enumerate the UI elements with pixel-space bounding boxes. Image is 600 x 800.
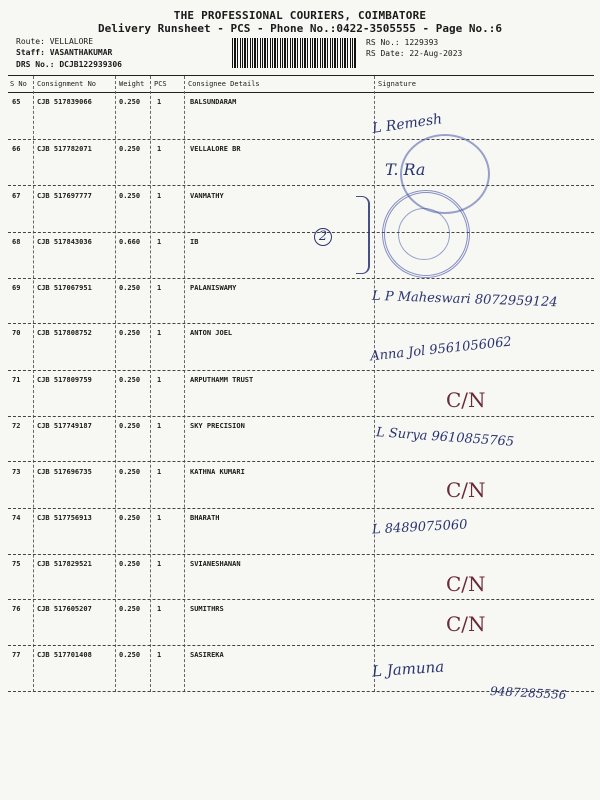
row-weight: 0.660	[119, 238, 141, 246]
table-header-rule	[8, 92, 594, 93]
row-sno: 65	[12, 98, 21, 106]
row-consignee: BHARATH	[190, 514, 220, 522]
row-consignee: PALANISWAMY	[190, 284, 237, 292]
row-consignee: IB	[190, 238, 199, 246]
cn-mark-71: C/N	[446, 388, 486, 412]
row-weight: 0.250	[119, 284, 141, 292]
row-consignment: CJB 517782071	[37, 145, 92, 153]
signature-65: L Remesh	[371, 111, 444, 137]
row-consignment: CJB 517067951	[37, 284, 92, 292]
row-consignee: SUMITHRS	[190, 605, 224, 613]
row-weight: 0.250	[119, 514, 141, 522]
column-header-consignment: Consignment No	[37, 80, 97, 88]
row-weight: 0.250	[119, 329, 141, 337]
runsheet-subtitle: Delivery Runsheet - PCS - Phone No.:0422-3505555 - Page No.:6	[98, 22, 502, 35]
row-consignee: SVIANESHANAN	[190, 560, 241, 568]
row-divider	[8, 232, 594, 233]
row-divider	[8, 185, 594, 186]
row-weight: 0.250	[119, 98, 141, 106]
rs-date: RS Date: 22-Aug-2023	[366, 49, 463, 58]
row-weight: 0.250	[119, 651, 141, 659]
row-pcs: 1	[157, 651, 162, 659]
barcode	[232, 38, 356, 68]
staff-label: Staff: VASANTHAKUMAR	[16, 48, 113, 57]
table-top-rule	[8, 75, 594, 76]
row-consignment: CJB 517839066	[37, 98, 92, 106]
row-divider	[8, 278, 594, 279]
row-divider	[8, 599, 594, 600]
column-header-weight: Weight	[119, 80, 145, 88]
row-weight: 0.250	[119, 422, 141, 430]
row-pcs: 1	[157, 192, 162, 200]
row-pcs: 1	[157, 145, 162, 153]
row-divider	[8, 416, 594, 417]
row-pcs: 1	[157, 376, 162, 384]
row-consignee: BALSUNDARAM	[190, 98, 237, 106]
cn-mark-75: C/N	[446, 572, 486, 596]
signature-74: L 8489075060	[371, 517, 468, 538]
row-consignment: CJB 517605207	[37, 605, 92, 613]
row-sno: 74	[12, 514, 21, 522]
row-sno: 71	[12, 376, 21, 384]
signature-66: T. Ra	[385, 160, 426, 179]
row-divider	[8, 645, 594, 646]
row-consignee: VANMATHY	[190, 192, 224, 200]
row-sno: 70	[12, 329, 21, 337]
row-sno: 66	[12, 145, 21, 153]
bracket-mark	[356, 196, 370, 274]
signature-77: L Jamuna	[371, 657, 445, 681]
row-divider	[8, 554, 594, 555]
row-consignment: CJB 517809759	[37, 376, 92, 384]
row-divider	[8, 508, 594, 509]
row-divider	[8, 323, 594, 324]
row-pcs: 1	[157, 422, 162, 430]
row-pcs: 1	[157, 98, 162, 106]
row-consignee: SKY PRECISION	[190, 422, 245, 430]
row-weight: 0.250	[119, 376, 141, 384]
row-consignment: CJB 517808752	[37, 329, 92, 337]
signature-69: L P Maheswari 8072959124	[371, 288, 558, 311]
row-weight: 0.250	[119, 468, 141, 476]
signature-72: L Surya 9610855765	[375, 425, 515, 450]
row-sno: 68	[12, 238, 21, 246]
row-pcs: 1	[157, 514, 162, 522]
row-sno: 73	[12, 468, 21, 476]
column-header-consignee: Consignee Details	[188, 80, 260, 88]
row-consignee: SASIREKA	[190, 651, 224, 659]
row-pcs: 1	[157, 605, 162, 613]
company-title: THE PROFESSIONAL COURIERS, COIMBATORE	[173, 9, 427, 22]
column-header-pcs: PCS	[154, 80, 167, 88]
column-header-sno: S No	[10, 80, 27, 88]
row-weight: 0.250	[119, 560, 141, 568]
row-consignee: ANTON JOEL	[190, 329, 233, 337]
row-pcs: 1	[157, 329, 162, 337]
row-weight: 0.250	[119, 192, 141, 200]
signature-70: Anna Jol 9561056062	[369, 334, 513, 365]
rs-number: RS No.: 1229393	[366, 38, 439, 47]
row-pcs: 1	[157, 468, 162, 476]
route-label: Route: VELLALORE	[16, 37, 94, 46]
row-pcs: 1	[157, 560, 162, 568]
row-consignment: CJB 517696735	[37, 468, 92, 476]
row-consignment: CJB 517843036	[37, 238, 92, 246]
phone-77: 9487285556	[489, 684, 567, 702]
row-consignment: CJB 517697777	[37, 192, 92, 200]
row-pcs: 1	[157, 284, 162, 292]
row-pcs: 1	[157, 238, 162, 246]
row-divider	[8, 461, 594, 462]
row-consignment: CJB 517749187	[37, 422, 92, 430]
row-sno: 75	[12, 560, 21, 568]
row-divider	[8, 370, 594, 371]
drs-label: DRS No.: DCJB122939306	[16, 60, 122, 69]
row-consignment: CJB 517829521	[37, 560, 92, 568]
row-consignment: CJB 517756913	[37, 514, 92, 522]
row-sno: 69	[12, 284, 21, 292]
row-consignment: CJB 517701408	[37, 651, 92, 659]
row-sno: 72	[12, 422, 21, 430]
circled-note-67: 2	[314, 228, 332, 246]
branch-stamp-inner	[398, 208, 450, 260]
row-sno: 76	[12, 605, 21, 613]
cn-mark-76: C/N	[446, 612, 486, 636]
cn-mark-73: C/N	[446, 478, 486, 502]
row-consignee: ARPUTHAMM TRUST	[190, 376, 254, 384]
row-weight: 0.250	[119, 145, 141, 153]
column-header-signature: Signature	[378, 80, 416, 88]
row-sno: 67	[12, 192, 21, 200]
row-sno: 77	[12, 651, 21, 659]
row-weight: 0.250	[119, 605, 141, 613]
row-consignee: VELLALORE BR	[190, 145, 241, 153]
row-divider	[8, 139, 594, 140]
row-consignee: KATHNA KUMARI	[190, 468, 245, 476]
